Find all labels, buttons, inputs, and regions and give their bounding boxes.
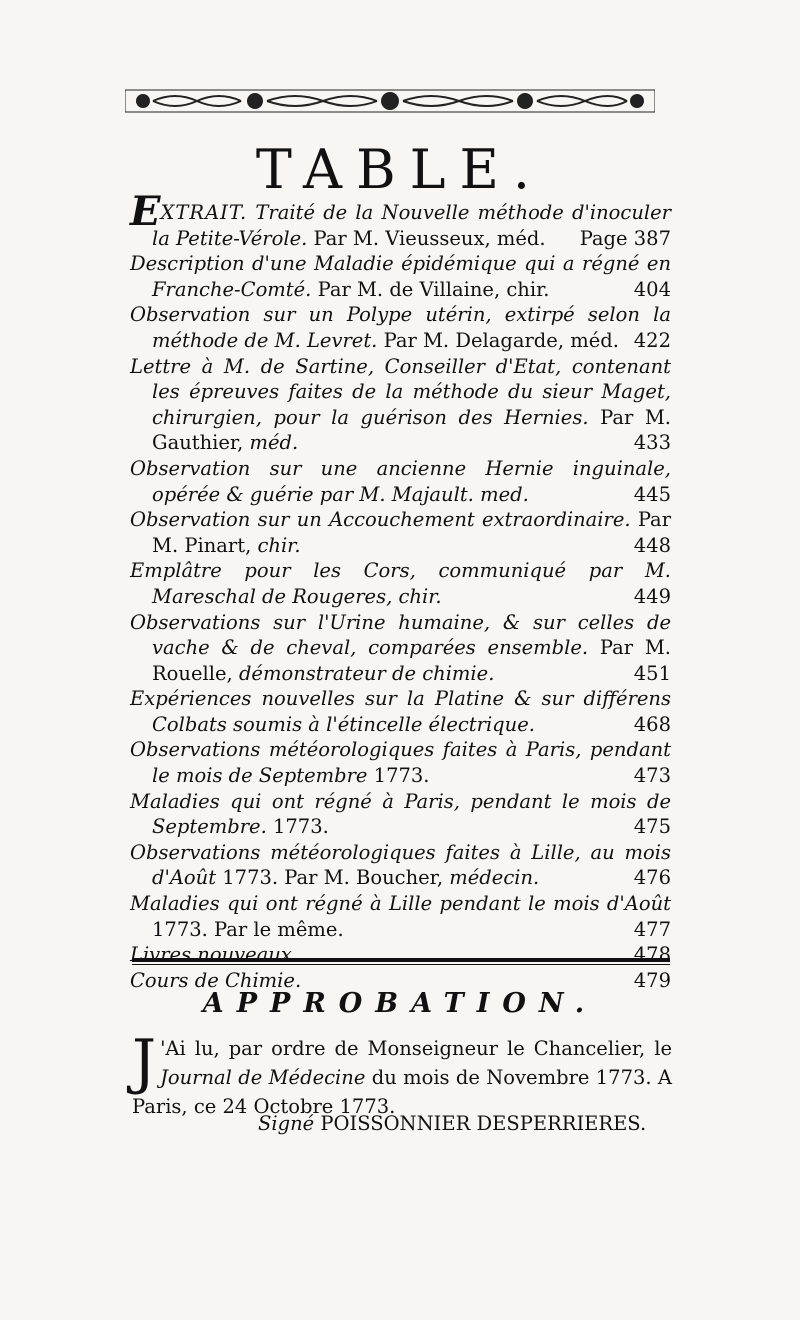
approbation-part1: 'Ai lu, par ordre de Monseigneur le Chancelier, le xyxy=(160,1037,672,1060)
entry-page: 448 xyxy=(633,533,671,557)
entry-author: Par M. de Villaine, chir. xyxy=(311,277,550,301)
entry-title: Maladies qui ont régné à Paris, pendant le mois de Septembre. xyxy=(130,789,671,839)
entry-page: 404 xyxy=(633,277,671,301)
toc-entry xyxy=(130,686,675,737)
entry-title: Observation sur une ancienne Hernie inguinale, opérée & guérie par M. Majault. med. xyxy=(130,456,671,506)
toc-entry xyxy=(130,891,675,942)
table-of-contents xyxy=(130,188,675,993)
initial-letter: E xyxy=(130,188,161,235)
entry-title: Description d'une Maladie épidémique qui a régné en Franche-Comté. xyxy=(130,252,671,301)
entry-author: 1773. xyxy=(367,764,430,788)
entry-title: Cours de Chimie. xyxy=(130,968,302,992)
approbation-part2: du mois de Novembre 1773. A Paris, ce 24 Octobre 1773. xyxy=(132,1066,672,1118)
entry-page: 476 xyxy=(633,866,671,890)
entry-author: Par M. Pinart, xyxy=(152,508,672,557)
entry-title: Observation sur un Accouchement extraordinaire. xyxy=(130,508,631,532)
entry-title: Traité de la Nouvelle méthode d'inoculer la Petite-Vérole. xyxy=(152,201,671,250)
approbation-heading: APPROBATION. xyxy=(202,988,598,1019)
entry-page: 449 xyxy=(633,584,671,608)
entry-title: Observations météorologiques faites à Paris, pendant le mois de Septembre xyxy=(130,738,671,788)
signature-line xyxy=(258,1112,678,1135)
toc-entry xyxy=(130,789,675,840)
entry-page: 422 xyxy=(633,328,671,352)
entry-page: Page 387 xyxy=(579,226,671,250)
page-title: TABLE. xyxy=(255,138,545,201)
entry-page: 475 xyxy=(633,815,671,839)
entry-title: Expériences nouvelles sur la Platine & sur différens Colbats soumis à l'étincelle électrique. xyxy=(130,687,671,736)
signer-name: POISSONNIER DESPERRIERES. xyxy=(314,1112,647,1135)
entry-page: 478 xyxy=(633,943,671,967)
entry-title: Lettre à M. de Sartine, Conseiller d'Etat, contenant les épreuves faites de la méthode du sieur Maget, chirurgien, pour la guérison des Hernies. xyxy=(130,354,671,429)
entry-author-role: démonstrateur de chimie. xyxy=(238,661,495,685)
entry-author: 1773. xyxy=(266,815,329,839)
signed-label: Signé xyxy=(258,1112,315,1135)
approbation-text xyxy=(132,1027,672,1121)
toc-entry xyxy=(130,558,675,609)
entry-title: Livres nouveaux. xyxy=(130,943,299,967)
entry-author: 1773. Par M. Boucher, xyxy=(216,866,450,890)
entry-page: 445 xyxy=(633,482,671,506)
entry-title: Maladies qui ont régné à Lille pendant le mois d'Août xyxy=(130,892,671,916)
decorative-border-ornament xyxy=(125,88,655,114)
entry-lead: XTRAIT. xyxy=(160,201,248,224)
toc-entry xyxy=(130,456,675,507)
entry-title: Observations météorologiques faites à Lille, au mois d'Août xyxy=(130,840,671,890)
entry-author: Par M. Gauthier, xyxy=(152,405,671,455)
toc-entry xyxy=(130,840,675,891)
toc-entry xyxy=(130,251,675,302)
entry-page: 477 xyxy=(633,917,671,941)
toc-entry xyxy=(130,610,675,687)
entry-page: 479 xyxy=(633,968,671,992)
entry-author: Par M. Rouelle, xyxy=(152,636,671,685)
entry-title: Emplâtre pour les Cors, communiqué par M. Mareschal de Rougeres, chir. xyxy=(130,559,671,608)
entry-title: Observation sur un Polype utérin, extirpé selon la méthode de M. Levret. xyxy=(130,303,671,352)
toc-entry xyxy=(130,354,675,456)
entry-page: 473 xyxy=(633,764,671,788)
section-divider xyxy=(132,958,670,965)
entry-page: 433 xyxy=(633,431,671,455)
toc-entry xyxy=(130,507,675,558)
entry-author-role: méd. xyxy=(249,431,299,455)
entry-author-role: chir. xyxy=(257,533,301,557)
entry-page: 451 xyxy=(633,661,671,685)
toc-entry xyxy=(130,737,675,788)
entry-author: Par M. Vieusseux, méd. xyxy=(307,226,546,250)
toc-entry xyxy=(130,188,675,251)
entry-author: Par M. Delagarde, méd. xyxy=(377,328,619,352)
entry-author: 1773. Par le même. xyxy=(152,917,344,941)
drop-cap: J xyxy=(132,1027,157,1097)
toc-entry xyxy=(130,302,675,353)
entry-page: 468 xyxy=(633,712,671,736)
entry-author-role: médecin. xyxy=(449,866,540,890)
journal-name: Journal de Médecine xyxy=(160,1066,366,1089)
entry-title: Observations sur l'Urine humaine, & sur celles de vache & de cheval, comparées ensemble. xyxy=(130,610,671,660)
